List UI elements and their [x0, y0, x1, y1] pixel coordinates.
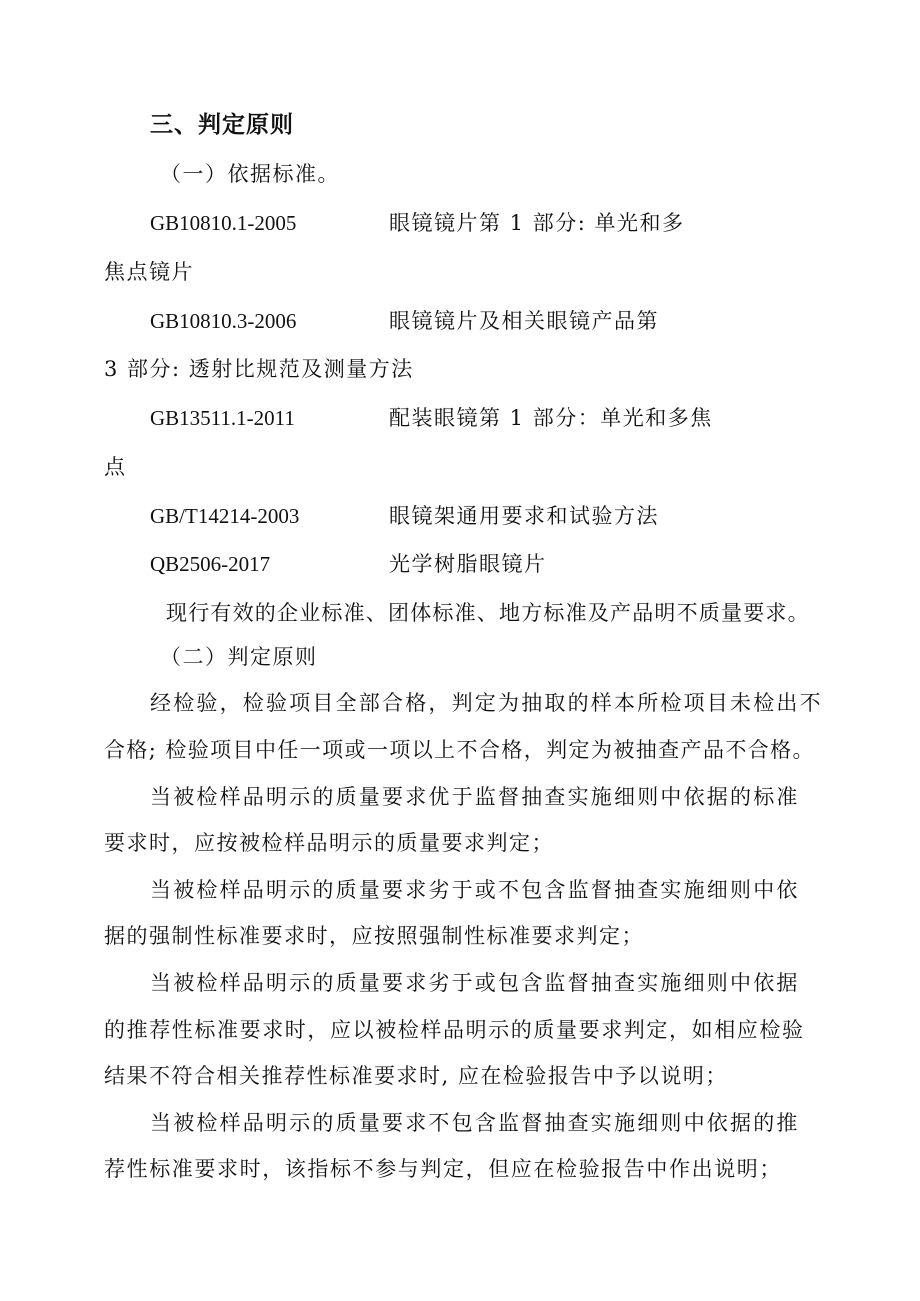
subsection-heading-2: （二）判定原则 — [160, 645, 318, 669]
paragraph-line: 据的强制性标准要求时，应按照强制性标准要求判定； — [104, 924, 644, 948]
standard-code: QB2506-2017 — [150, 552, 271, 576]
standard-title: 眼镜镜片及相关眼镜产品第 — [389, 309, 659, 333]
paragraph-line: 荐性标准要求时，该指标不参与判定，但应在检验报告中作出说明； — [104, 1157, 782, 1181]
paragraph-line: 当被检样品明示的质量要求不包含监督抽查实施细则中依据的推 — [150, 1111, 800, 1135]
standard-title: 配装眼镜第 1 部分：单光和多焦 — [389, 406, 713, 430]
paragraph-line: 当被检样品明示的质量要求优于监督抽查实施细则中依据的标准 — [150, 785, 800, 809]
standard-title: 眼镜镜片第 1 部分: 单光和多 — [389, 211, 685, 235]
standard-code: GB/T14214-2003 — [150, 504, 300, 528]
standards-note: 现行有效的企业标准、团体标准、地方标准及产品明不质量要求。 — [166, 601, 810, 625]
paragraph-line: 经检验，检验项目全部合格，判定为抽取的样本所检项目未检出不 — [150, 691, 823, 715]
standard-code: GB13511.1-2011 — [150, 406, 295, 430]
paragraph-line: 当被检样品明示的质量要求劣于或包含监督抽查实施细则中依据 — [150, 971, 800, 995]
standard-title: 光学树脂眼镜片 — [389, 552, 547, 576]
paragraph-line: 的推荐性标准要求时，应以被检样品明示的质量要求判定，如相应检验 — [104, 1018, 805, 1042]
paragraph-line: 结果不符合相关推荐性标准要求时, 应在检验报告中予以说明； — [104, 1064, 728, 1088]
standard-title-cont: 点 — [104, 455, 127, 479]
standard-title: 眼镜架通用要求和试验方法 — [389, 504, 659, 528]
paragraph-line: 合格; 检验项目中任一项或一项以上不合格，判定为被抽查产品不合格。 — [104, 738, 815, 762]
paragraph-line: 当被检样品明示的质量要求劣于或不包含监督抽查实施细则中依 — [150, 878, 800, 902]
standard-title-cont: 3 部分: 透射比规范及测量方法 — [104, 357, 414, 381]
standard-code: GB10810.1-2005 — [150, 211, 297, 235]
section-heading: 三、判定原则 — [150, 112, 294, 138]
standard-code: GB10810.3-2006 — [150, 309, 297, 333]
subsection-heading-1: （一）依据标准。 — [160, 162, 340, 186]
standard-title-cont: 焦点镜片 — [104, 260, 194, 284]
paragraph-line: 要求时，应按被检样品明示的质量要求判定； — [104, 831, 554, 855]
